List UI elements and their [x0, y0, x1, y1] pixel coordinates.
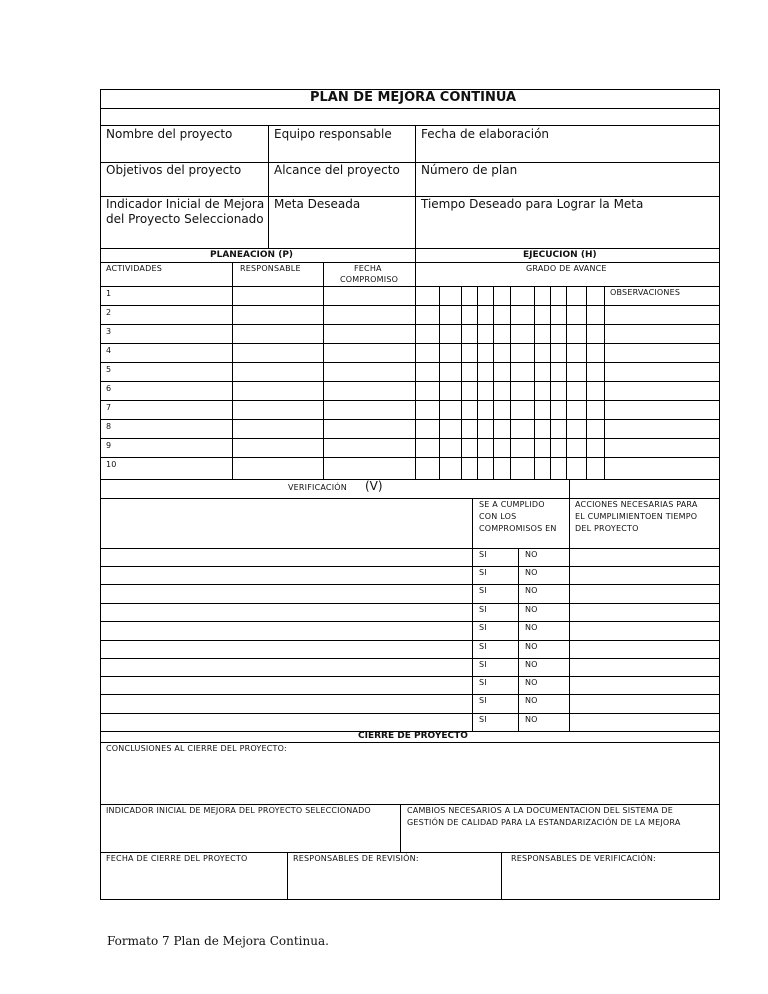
verification-row-line — [100, 694, 719, 695]
activity-row-number: 9 — [106, 441, 112, 450]
activities-header: ACTIVIDADES — [106, 264, 162, 273]
activity-row-number: 7 — [106, 403, 112, 412]
progress-column-line — [461, 286, 462, 479]
grid-row-line — [100, 438, 719, 439]
activity-row-number: 6 — [106, 384, 112, 393]
execution-header: EJECUCION (H) — [523, 250, 597, 260]
progress-column-line — [493, 286, 494, 479]
si-option: SI — [479, 678, 487, 687]
verification-row-line — [100, 603, 719, 604]
document-caption: Formato 7 Plan de Mejora Continua. — [107, 934, 329, 948]
activity-row-number: 8 — [106, 422, 112, 431]
changes-label: CAMBIOS NECESARIOS A LA DOCUMENTACION DEL SISTEMA DE — [407, 806, 674, 815]
no-option: NO — [525, 605, 538, 614]
team-label: Equipo responsable — [274, 127, 392, 141]
closing-date-label: FECHA DE CIERRE DEL PROYECTO — [106, 854, 248, 863]
actions-header: ACCIONES NECESARIAS PARA — [575, 500, 698, 509]
grid-row-line — [100, 286, 719, 287]
grid-row-line — [100, 400, 719, 401]
verification-row-line — [100, 621, 719, 622]
verification-row-line — [100, 548, 719, 549]
verification-responsibles-label: RESPONSABLES DE VERIFICACIÓN: — [511, 854, 656, 863]
si-option: SI — [479, 586, 487, 595]
si-option: SI — [479, 660, 487, 669]
progress-column-line — [550, 286, 551, 479]
progress-column-line — [586, 286, 587, 479]
objectives-label: Objetivos del proyecto — [106, 163, 242, 177]
grid-row-line — [100, 457, 719, 458]
grid-row-line — [100, 343, 719, 344]
verification-row-line — [100, 640, 719, 641]
si-option: SI — [479, 623, 487, 632]
progress-column-line — [534, 286, 535, 479]
verification-label: VERIFICACIÓN — [288, 483, 347, 492]
no-option: NO — [525, 550, 538, 559]
project-name-label: Nombre del proyecto — [106, 127, 233, 141]
no-option: NO — [525, 623, 538, 632]
activity-row-number: 5 — [106, 365, 112, 374]
commit-date-header: FECHA — [354, 264, 382, 273]
initial-indicator-label: INDICADOR INICIAL DE MEJORA DEL PROYECTO SELECCIONADO — [106, 806, 371, 815]
improvement-plan-form: PLAN DE MEJORA CONTINUA Nombre del proyecto Equipo responsable Fecha de elaboración Objetivos del proyecto Alcance del proyecto Número de plan Indicador Inicial de Mejora del Proyecto Seleccionado Meta Deseada Tiempo Deseado para Lograr la Meta PLANEACION (P) EJECUCION (H) ACTIVIDADES RESPONSABLE FECHA COMPROMISO GRADO DE AVANCE 1 2 3 4 5 6 7 8 9 10 OBSERVACIONES VERIFICACIÓN (V) SE A CUMPLIDO CON LOS COMPROMISOS EN ACCIONES NECESARIAS PARA EL CUMPLIMIENTOEN TIEMPO DEL PROYECTO SI NO SI NO SI NO SI NO SI NO SI NO SI NO SI NO SI NO SI NO CIERRE DE PROYECTO CONCLUSIONES AL CIERRE DEL PROYECTO: INDICADOR INICIAL DE MEJORA DEL PROYECTO SELECCIONADO CAMBIOS NECESARIOS A LA DOCUMENTACION DEL SISTEMA DE GESTIÓN DE CALIDAD PARA LA ESTANDARIZACIÓN DE LA MEJORA FECHA DE CIERRE DEL PROYECTO RESPONSABLES DE REVISIÓN: RESPONSABLES DE VERIFICACIÓN: — [100, 89, 719, 899]
si-option: SI — [479, 642, 487, 651]
si-option: SI — [479, 715, 487, 724]
si-option: SI — [479, 605, 487, 614]
commit-date-header-2: COMPROMISO — [340, 275, 399, 284]
no-option: NO — [525, 696, 538, 705]
conclusions-label: CONCLUSIONES AL CIERRE DEL PROYECTO: — [106, 744, 287, 753]
no-option: NO — [525, 715, 538, 724]
progress-column-line — [510, 286, 511, 479]
observations-header: OBSERVACIONES — [610, 288, 681, 297]
indicator-label-2: del Proyecto Seleccionado — [106, 212, 264, 226]
verification-letter: (V) — [365, 479, 383, 493]
activity-row-number: 3 — [106, 327, 112, 336]
progress-column-line — [604, 286, 605, 479]
progress-column-line — [439, 286, 440, 479]
no-option: NO — [525, 568, 538, 577]
border-bottom — [100, 899, 720, 900]
plan-number-label: Número de plan — [421, 163, 518, 177]
activity-row-number: 2 — [106, 308, 112, 317]
form-title: PLAN DE MEJORA CONTINUA — [310, 90, 517, 105]
responsible-header: RESPONSABLE — [240, 264, 301, 273]
no-option: NO — [525, 678, 538, 687]
verification-row-line — [100, 584, 719, 585]
indicator-label: Indicador Inicial de Mejora — [106, 197, 265, 211]
verification-row-line — [100, 658, 719, 659]
verification-row-line — [100, 713, 719, 714]
scope-label: Alcance del proyecto — [274, 163, 400, 177]
no-option: NO — [525, 586, 538, 595]
grid-row-line — [100, 381, 719, 382]
activity-row-number: 10 — [106, 460, 117, 469]
progress-column-line — [477, 286, 478, 479]
review-responsibles-label: RESPONSABLES DE REVISIÓN: — [293, 854, 419, 863]
border-right — [719, 89, 720, 900]
planning-header: PLANEACION (P) — [210, 250, 294, 260]
grid-row-line — [100, 362, 719, 363]
no-option: NO — [525, 660, 538, 669]
progress-column-line — [566, 286, 567, 479]
activity-row-number: 1 — [106, 289, 112, 298]
activity-row-number: 4 — [106, 346, 112, 355]
grid-row-line — [100, 305, 719, 306]
si-option: SI — [479, 568, 487, 577]
si-option: SI — [479, 550, 487, 559]
closing-header: CIERRE DE PROYECTO — [358, 731, 468, 741]
goal-label: Meta Deseada — [274, 197, 361, 211]
fulfilled-header: SE A CUMPLIDO — [479, 500, 545, 509]
progress-header: GRADO DE AVANCE — [526, 264, 607, 273]
creation-date-label: Fecha de elaboración — [421, 127, 550, 141]
verification-row-line — [100, 676, 719, 677]
border-left — [100, 89, 101, 899]
no-option: NO — [525, 642, 538, 651]
si-option: SI — [479, 696, 487, 705]
grid-row-line — [100, 324, 719, 325]
grid-row-line — [100, 419, 719, 420]
time-label: Tiempo Deseado para Lograr la Meta — [421, 197, 644, 211]
verification-row-line — [100, 566, 719, 567]
